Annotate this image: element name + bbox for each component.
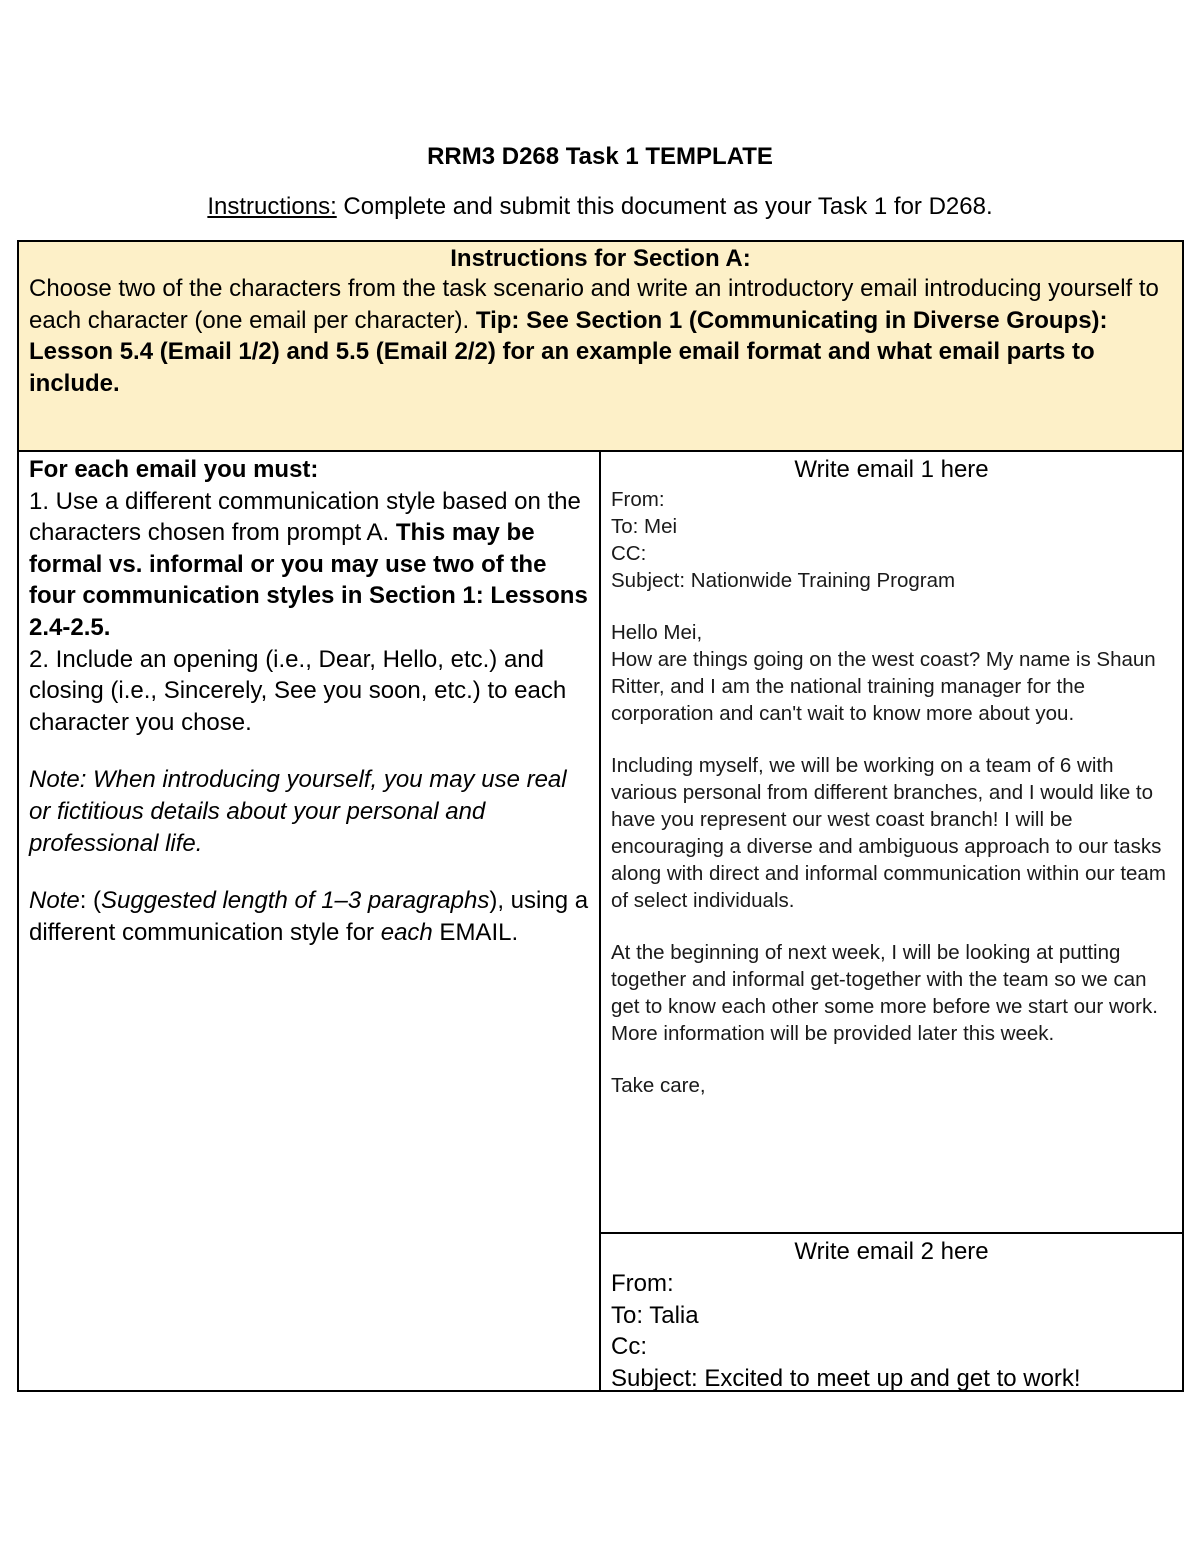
email-1-subject: Subject: Nationwide Training Program — [611, 569, 956, 592]
email-1-cell — [601, 452, 1182, 1234]
email-1-to: To: Mei — [611, 515, 678, 538]
section-a-tip: Tip: See Section 1 (Communicating in Diverse Groups): Lesson 5.4 (Email 1/2) and 5.5 (Email 2/2) for an example email format and what email parts to include. — [29, 306, 1108, 397]
section-a-heading: Instructions for Section A: — [450, 245, 751, 272]
section-a-body — [19, 273, 1182, 399]
note-length-each: each — [380, 918, 433, 946]
email-1-body — [611, 486, 1172, 1099]
email-1-heading: Write email 1 here — [794, 456, 989, 483]
note-details: Note: When introducing yourself, you may use real or fictitious details about your personal and professional life. — [29, 766, 567, 857]
section-a-text: Choose two of the characters from the task scenario and write an introductory email introducing yourself to each character (one email per character). — [29, 275, 1159, 334]
note-length — [29, 885, 589, 948]
email-1-from: From: — [611, 488, 665, 511]
email-2-heading: Write email 2 here — [794, 1238, 989, 1265]
instructions-label: Instructions: — [207, 193, 337, 220]
email-1-cc: CC: — [611, 542, 647, 565]
instructions-text: Complete and submit this document as your Task 1 for D268. — [336, 193, 993, 220]
email-1-paragraph-1: How are things going on the west coast? My name is Shaun Ritter, and I am the national training manager for the corporation and can't wait to know more about you. — [611, 648, 1156, 725]
requirement-item-1-bold: This may be formal vs. informal or you may use two of the four communication styles in Section 1: Lessons 2.4-2.5. — [29, 519, 588, 641]
email-1-paragraph-3: At the beginning of next week, I will be looking at putting together and informal get-together with the team so we can get to know each other some more before we start our work. More information will be provided later this week. — [611, 941, 1158, 1045]
email-2-to: To: Talia — [611, 1301, 699, 1329]
email-2-subject: Subject: Excited to meet up and get to work! — [611, 1364, 1081, 1392]
document-title: RRM3 D268 Task 1 TEMPLATE — [427, 143, 773, 170]
task-table — [17, 240, 1184, 1392]
email-2-body — [611, 1268, 1172, 1394]
email-1-closing: Take care, — [611, 1074, 706, 1097]
email-1-greeting: Hello Mei, — [611, 621, 703, 644]
note-length-label: Note — [29, 887, 80, 915]
requirement-item-1 — [29, 486, 589, 644]
note-length-rest: ), using a different communication style for — [29, 887, 589, 946]
requirement-item-2: 2. Include an opening (i.e., Dear, Hello, etc.) and closing (i.e., Sincerely, See you soon, etc.) to each character you chose. — [29, 645, 567, 736]
section-a-instructions — [19, 242, 1182, 452]
requirements-cell — [19, 452, 601, 1390]
email-2-cell — [601, 1234, 1182, 1390]
note-length-italic: Suggested length of 1–3 paragraphs — [101, 887, 490, 915]
email-2-cc: Cc: — [611, 1333, 647, 1360]
requirements-heading: For each email you must: — [29, 456, 319, 483]
requirement-item-1-text: 1. Use a different communication style based on the characters chosen from prompt A. — [29, 487, 581, 547]
note-length-end: EMAIL. — [432, 918, 519, 946]
email-1-paragraph-2: Including myself, we will be working on a team of 6 with various personal from different branches, and I would like to have you represent our west coast branch! I will be encouraging a diverse and ambiguous approach to our tasks along with direct and informal communication within our team of select individuals. — [611, 754, 1166, 912]
instructions-line — [0, 193, 1200, 221]
note-length-colon: : ( — [79, 887, 102, 915]
email-2-from: From: — [611, 1270, 674, 1297]
